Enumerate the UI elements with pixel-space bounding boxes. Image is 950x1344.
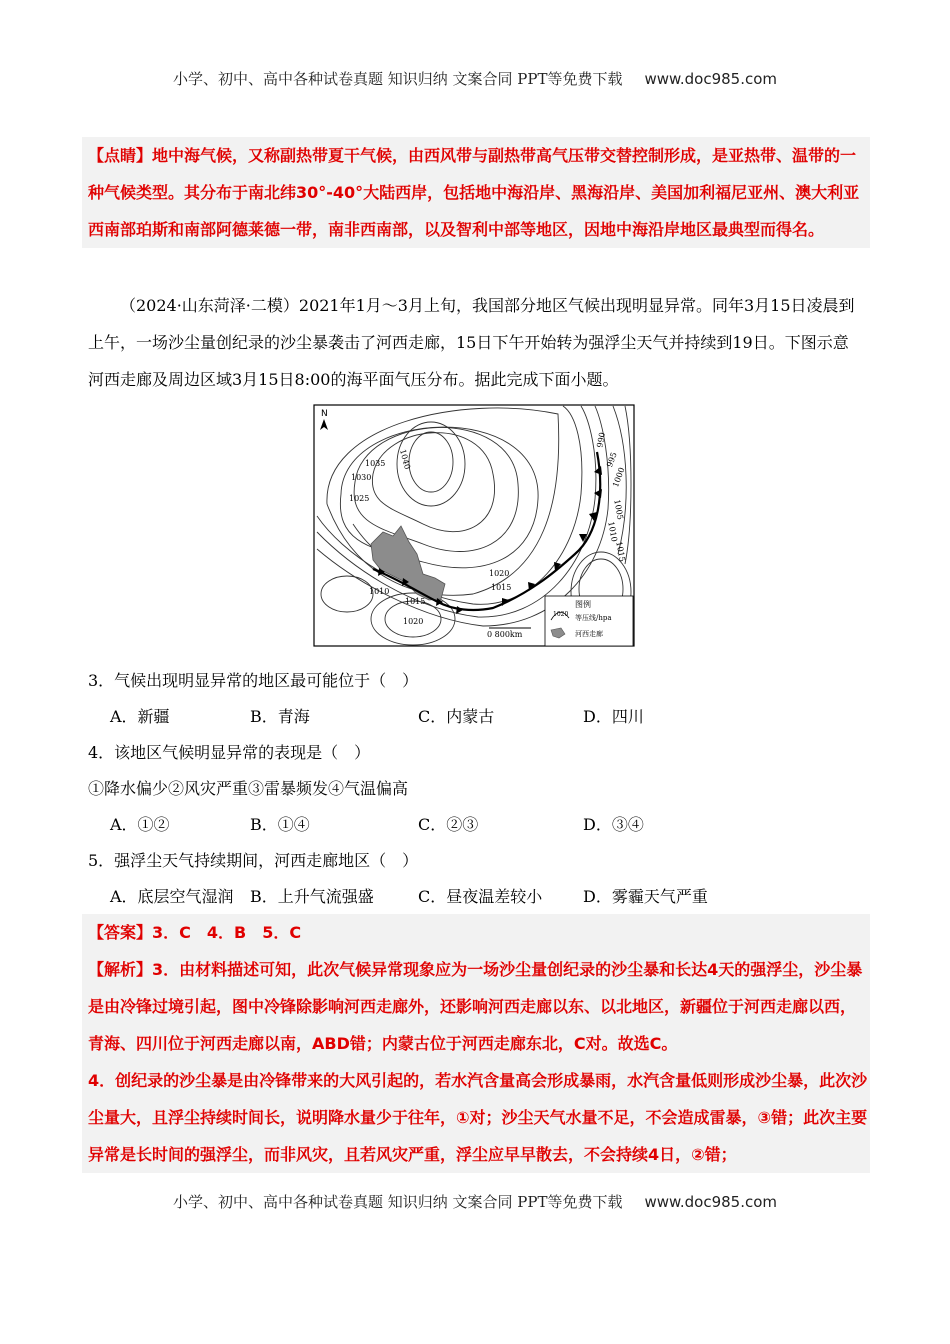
legend-isobar-value: 1020 — [553, 611, 569, 618]
header-url[interactable]: www.doc985.com — [644, 70, 778, 88]
q5-option-d[interactable]: D．雾霾天气严重 — [583, 887, 708, 906]
isobar-label: 1015 — [614, 540, 627, 563]
footer-url[interactable]: www.doc985.com — [644, 1193, 778, 1211]
header-text: 小学、初中、高中各种试卷真题 知识归纳 文案合同 PPT等免费下载 — [172, 70, 623, 88]
answer-line — [88, 914, 870, 951]
dianjing-text: 地中海气候，又称副热带夏干气候，由西风带与副热带高气压带交替控制形成，是亚热带、温带的一种气候类型。其分布于南北纬30°-40°大陆西岸，包括地中海沿岸、黑海沿岸、美国加利福尼亚州、澳大利亚西南部珀斯和南部阿德莱德一带，南非西南部，以及智利中部等地区，因地中海沿岸地区最典型而得名。 — [88, 146, 860, 239]
map-legend — [545, 596, 633, 646]
q3-stem: 3．气候出现明显异常的地区最可能位于（ ） — [88, 671, 419, 690]
q4-option-a[interactable]: A．①② — [110, 815, 170, 834]
dianjing-box — [82, 137, 870, 248]
q4-option-b[interactable]: B．①④ — [250, 815, 310, 834]
isobar-label: 1020 — [403, 617, 424, 626]
scale-text: 0 800km — [487, 630, 523, 639]
q4-options — [0, 806, 950, 843]
pressure-map — [313, 404, 635, 647]
page-footer — [0, 1191, 950, 1212]
q5-option-c[interactable]: C．昼夜温差较小 — [418, 887, 543, 906]
isobar-label: 995 — [605, 451, 619, 469]
q5-stem: 5．强浮尘天气持续期间，河西走廊地区（ ） — [88, 851, 419, 870]
isobar-label: 1010 — [369, 587, 390, 596]
isobar-label: 1005 — [612, 498, 625, 521]
analysis-label: 【解析】 — [88, 960, 153, 979]
dianjing-label: 【点睛】 — [88, 146, 153, 165]
answer-label: 【答案】 — [88, 923, 153, 942]
page-header — [0, 68, 950, 89]
legend-isobar: 等压线/hpa — [575, 614, 612, 622]
north-label: N — [321, 409, 328, 419]
q4-items: ①降水偏少②风灾严重③雷暴频发④气温偏高 — [88, 779, 409, 798]
isobar-label: 1020 — [489, 569, 510, 578]
isobar-label: 1010 — [606, 520, 619, 543]
isobar-map-svg — [313, 404, 635, 647]
q4-option-d[interactable]: D．③④ — [583, 815, 644, 834]
analysis-q4-text: 4．创纪录的沙尘暴是由冷锋带来的大风引起的，若水汽含量高会形成暴雨，水汽含量低则形成沙尘暴，此次沙尘量大，且浮尘持续时间长，说明降水量少于往年，①对；沙尘天气水量不足，不会造成雷暴，③错；此次主要异常是长时间的强浮尘，而非风灾，且若风灾严重，浮尘应早早散去，不会持续4日，②错； — [88, 1071, 868, 1164]
intro-paragraph: （2024·山东菏泽·二模）2021年1月～3月上旬，我国部分地区气候出现明显异常。同年3月15日凌晨到上午，一场沙尘量创纪录的沙尘暴袭击了河西走廊，15日下午开始转为强浮尘天气并持续到19日。下图示意河西走廊及周边区域3月15日8:00的海平面气压分布。据此完成下面小题。 — [88, 296, 855, 389]
isobar-label: 1015 — [405, 597, 426, 606]
analysis-q3-text: 3．由材料描述可知，此次气候异常现象应为一场沙尘量创纪录的沙尘暴和长达4天的强浮尘，沙尘暴是由冷锋过境引起，图中冷锋除影响河西走廊外，还影响河西走廊以东、以北地区，新疆位于河西走廊以西，青海、四川位于河西走廊以南，ABD错；内蒙古位于河西走廊东北，C对。故选C。 — [88, 960, 863, 1053]
footer-text: 小学、初中、高中各种试卷真题 知识归纳 文案合同 PPT等免费下载 — [172, 1193, 623, 1211]
q5-option-b[interactable]: B．上升气流强盛 — [250, 887, 374, 906]
isobar-label: 1025 — [349, 494, 370, 503]
isobar-label: 1015 — [491, 583, 512, 592]
q3-option-c[interactable]: C．内蒙古 — [418, 707, 495, 726]
isobar-label: 1000 — [611, 466, 627, 489]
q3-option-d[interactable]: D．四川 — [583, 707, 644, 726]
isobar-label: 1035 — [365, 459, 386, 468]
q3-option-b[interactable]: B．青海 — [250, 707, 310, 726]
q4-stem: 4．该地区气候明显异常的表现是（ ） — [88, 743, 371, 762]
isobar-label: 1030 — [351, 473, 372, 482]
answer-analysis-box — [82, 914, 870, 1173]
isobar-label: 990 — [595, 431, 607, 449]
answer-text: 3．C 4．B 5．C — [152, 923, 302, 942]
legend-corridor: 河西走廊 — [575, 630, 603, 638]
q5-options — [0, 878, 950, 915]
q3-option-a[interactable]: A．新疆 — [110, 707, 170, 726]
legend-title: 图例 — [575, 600, 591, 609]
analysis-q3 — [88, 951, 870, 1062]
isobar-label: 1040 — [398, 448, 412, 471]
q5-option-a[interactable]: A．底层空气湿润 — [110, 887, 234, 906]
q3-options — [0, 698, 950, 735]
q4-option-c[interactable]: C．②③ — [418, 815, 479, 834]
